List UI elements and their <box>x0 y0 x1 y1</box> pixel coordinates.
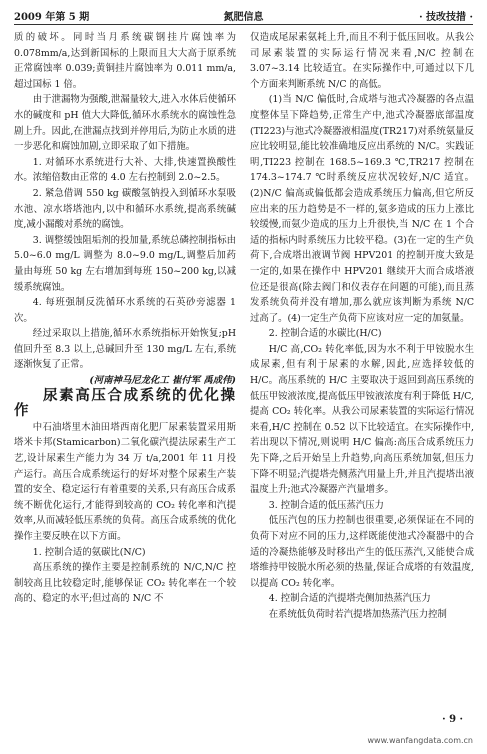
paragraph: 仅造成尾尿素氨耗上升,而且不利于低压回收。从我公司尿素装置的实际运行情况来看,N/C 控制在 3.07~3.14 比较适宜。在实际操作中,可通过以下几个方面来判断系统 N/C 的高低。 <box>250 32 474 90</box>
left-column <box>14 30 236 607</box>
journal-title: 氮肥信息 <box>223 12 264 23</box>
paragraph: 在系统低负荷时若汽提塔加热蒸汽压力控制 <box>268 608 447 620</box>
paragraph: 3. 调整缓蚀阻垢剂的投加量,系统总磷控制指标由 5.0~6.0 mg/L 调整为 8.0~9.0 mg/L,调整后加药量由每班 50 kg 左右增加到每班 150~200 kg,以减缓系统腐蚀。 <box>14 234 236 293</box>
header-rule <box>14 24 473 25</box>
paragraph: 经过采取以上措施,循环水系统指标开始恢复;pH 值回升至 8.3 以上,总碱回升至 130 mg/L 左右,系统逐渐恢复了正常。 <box>14 328 236 371</box>
issue-label: 2009 年第 5 期 <box>14 12 90 23</box>
right-column <box>250 30 474 623</box>
paragraph: 1. 对循环水系统进行大补、大排,快速置换酸性水。浓缩倍数由正常的 4.0 左右控制到 2.0~2.5。 <box>14 156 236 184</box>
paragraph: (1)当 N/C 偏低时,合成塔与池式冷凝器的各点温度整体呈下降趋势,正常生产中,池式冷凝器底部温度(TI223)与池式冷凝器液相温度(TR217)对系统氨量反应比较明显,能比较准确地反应出系统的 N/C。实践证明,TI223 控制在 168.5~169.3 ℃,TR217 控制在 174.3~174.7 ℃时系统反应状况较好,N/C 适宜。(2)N/C 偏高或偏低都会造成系统压力偏高,但它所反应出来的压力趋势是不一样的,氨多造成的压力上涨比较缓慢,而氨少造成的压力上升很快,当 N/C 在 1 个合适的指标内时系统压力比较平稳。(3)在一定的生产负荷下,合成塔出液调节阀 HPV201 的控制开度大致是一定的,如果在操作中 HPV201 继续开大而合成塔液位还是很高(除去阀门和仪表存在问题的可能),而且蒸发系统负荷并没有增加,那么就应该判断为系统 N/C 过高了。(4)一定生产负荷下应该对应一定的加氨量。 <box>250 94 474 324</box>
paragraph: 由于泄漏物为强酸,泄漏量较大,进入水体后使循环水的碱度和 pH 值大大降低,循环水系统水的腐蚀性急剧上升。因此,在泄漏点找到并停用后,为防止水质的进一步恶化和腐蚀加剧,立即采取了如下措施。 <box>14 94 236 153</box>
author-line: (河南神马尼龙化工 崔付军 禹成伟) <box>89 375 236 387</box>
paragraph: 中石油塔里木油田塔西南化肥厂尿素装置采用斯塔米卡邦(Stamicarbon)二氧化碳汽提法尿素生产工艺,设计尿素生产能力为 34 万 t/a,2001 年 11 月投产运行。高压合成系统运行的好坏对整个尿素生产装置的安全、稳定运行有着重要的关系,只有高压合成系统不断优化运行,才能得到较高的 CO₂ 转化率和汽提效率,从而减轻低压系统的负荷。高压合成系统的优化操作主要反映在以下方面。 <box>14 421 236 542</box>
paragraph: 4. 每班强制反洗循环水系统的石英砂旁滤器 1 次。 <box>14 297 236 324</box>
subheading: 3. 控制合适的低压蒸汽压力 <box>268 499 384 511</box>
paragraph: 高压系统的操作主要是控制系统的 N/C,N/C 控制较高且比较稳定时,能够保证 CO₂ 转化率在一个较高的、稳定的水平;但过高的 N/C 不 <box>14 562 236 605</box>
subheading: 2. 控制合适的水碳比(H/C) <box>268 328 382 340</box>
paragraph: 质的破坏。同时当月系统碳钢挂片腐蚀率为 0.078mm/a,达到新国标的上限而且大大高于原系统正常腐蚀率 0.039;黄铜挂片腐蚀率为 0.011 mm/a,超过国标 1 倍。 <box>14 32 236 90</box>
article-title: 尿素高压合成系统的优化操作 <box>14 387 236 420</box>
paragraph: H/C 高,CO₂ 转化率低,因为水不利于甲铵脱水生成尿素,但有利于尿素的水解,因此,应选择较低的 H/C。高压系统的 H/C 主要取决于返回到高压系统的低压甲铵液浓度,提高低压甲铵液浓度有利于降低 H/C,提高 CO₂ 转化率。从我公司尿素装置的实际运行情况来看,H/C 控制在 0.52 以下比较适宜。在实际操作中,若出现以下情况,则说明 H/C 偏高:高压合成系统压力先下降,之后开始呈上升趋势,向高压系统加氨,但压力下降不明显;汽提塔壳侧蒸汽用量上升,并且汽提塔出液温度上升;池式冷凝器产汽量增多。 <box>250 343 474 496</box>
watermark: www.wanfangdata.com.cn <box>367 736 473 745</box>
subheading: 1. 控制合适的氨碳比(N/C) <box>32 546 146 558</box>
paragraph: 低压汽包的压力控制也很重要,必须保证在不同的负荷下对应不同的压力,这样既能使池式冷凝器中的合适的冷凝热能够及时移出产生的低压蒸汽,又能使合成塔维持甲铵脱水所必须的热量,保证合成塔的有效温度,以提高 CO₂ 转化率。 <box>250 515 474 589</box>
subheading: 4. 控制合适的汽提塔壳侧加热蒸汽压力 <box>268 593 431 605</box>
page-number: · 9 · <box>442 714 463 725</box>
section-label: · 技改技措 · <box>419 12 473 23</box>
paragraph: 2. 紧急借调 550 kg 碳酸氢钠投入到循环水泵吸水池、凉水塔塔池内,以中和循环水系统,提高系统碱度,减小漏酸对系统的腐蚀。 <box>14 187 236 231</box>
running-header <box>14 6 473 24</box>
